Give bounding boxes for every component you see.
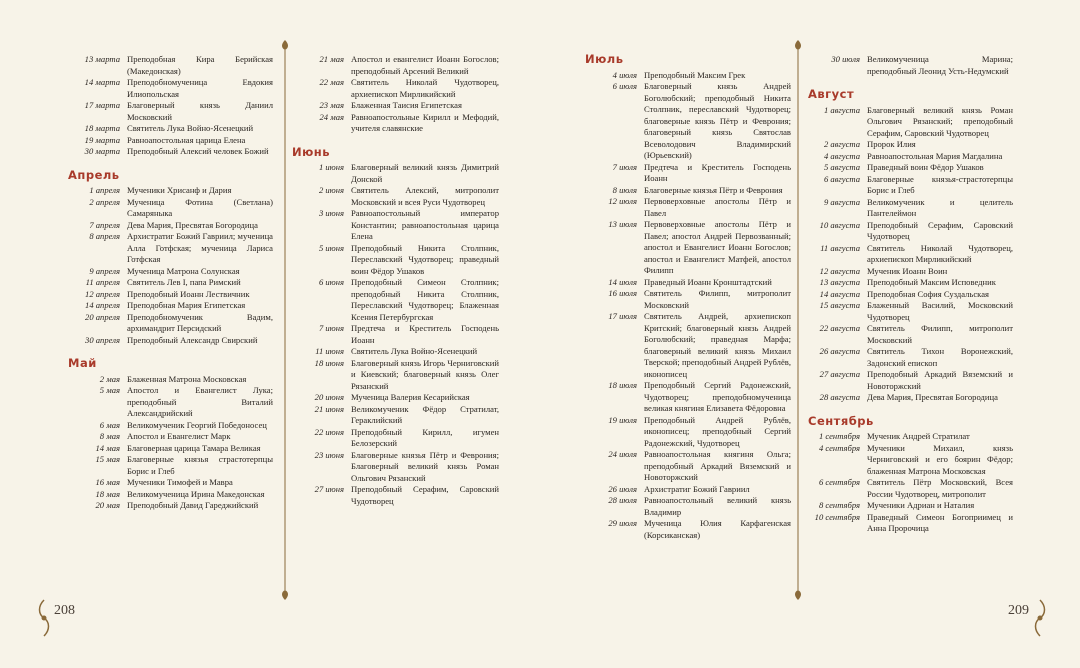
entry-saints: Преподобный Максим Грек (644, 69, 746, 80)
entry-saints: Преподобный Иоанн Лествичник (127, 288, 250, 299)
entry-saints: Блаженная Таисия Египетская (351, 100, 462, 110)
calendar-entry (808, 162, 1013, 174)
entry-saints: Преподобный Аркадий Вяземский и Новоторжский (867, 369, 1013, 391)
entry-saints: Апостол и Евангелист Лука; преподобный Виталий Александрийский (127, 385, 273, 418)
calendar-entry (808, 220, 1013, 243)
calendar-entry (68, 123, 273, 135)
calendar-entry (585, 70, 791, 82)
entry-saints: Преподобный Давид Гареджийский (127, 500, 259, 510)
entry-saints: Благоверный князь Игорь Черниговский и Киевский; благоверный князь Олег Рязанский (351, 357, 499, 391)
entry-saints: Праведный Симеон Богоприимец и Анна Пророчица (867, 511, 1013, 533)
entry-date: 19 марта (84, 134, 120, 145)
entry-saints: Великомученица Ирина Македонская (127, 488, 265, 499)
entry-saints: Преподобный Алексий человек Божий (127, 146, 269, 156)
entry-saints: Мученики Тимофей и Мавра (127, 477, 233, 487)
entry-date: 12 августа (819, 265, 860, 276)
calendar-entry (808, 277, 1013, 289)
entry-saints: Архистратиг Божий Гавриил (644, 483, 750, 494)
calendar-entry (292, 484, 499, 507)
entry-date: 2 августа (823, 139, 860, 149)
entry-date: 26 августа (819, 346, 860, 356)
entry-date: 2 апреля (89, 196, 120, 207)
entry-date: 6 августа (823, 173, 860, 184)
entry-date: 18 июня (314, 357, 344, 368)
entry-date: 28 августа (819, 392, 860, 402)
entry-saints: Блаженный Василий, Московский Чудотворец (867, 300, 1013, 322)
entry-date: 7 апреля (89, 219, 120, 230)
entry-saints: Благоверный князь Андрей Боголюбский; преподобный Никита Столпник, переславский Чудотворец; благоверные князь Пётр и Феврония; благоверный князь Святослав Всеволодович Владимирский (Юрьевский) (644, 81, 791, 160)
calendar-entry (68, 100, 273, 123)
entry-date: 11 июня (315, 346, 344, 356)
calendar-entry (292, 358, 499, 393)
entry-date: 21 июня (314, 403, 344, 414)
calendar-entry (808, 300, 1013, 323)
entry-saints: Святитель Андрей, архиепископ Критский; благоверный князь Андрей Боголюбский; праведная Марфа; благоверный великий князь Михаил Тверской; преподобный Андрей Рублёв, иконописец (644, 311, 791, 379)
calendar-entry (68, 197, 273, 220)
entry-saints: Святитель Лука Войно-Ясенецкий (351, 346, 478, 356)
entry-date: 15 мая (95, 454, 120, 464)
entry-saints: Архистратиг Божий Гавриил; мученица Алла Готфская; мученица Лариса Готфская (127, 231, 273, 264)
entry-date: 10 августа (819, 219, 860, 230)
entry-saints: Блаженная Матрона Московская (127, 373, 247, 384)
calendar-entry (585, 449, 791, 484)
month-heading: Июль (585, 52, 624, 66)
entry-saints: Равноапостольная княгиня Ольга; преподобный Аркадий Вяземский и Новоторжский (644, 449, 791, 482)
entry-date: 18 марта (84, 123, 120, 133)
entry-saints: Мученица Юлия Карфагенская (Корсиканская) (644, 518, 791, 540)
entry-date: 6 сентября (818, 477, 860, 487)
calendar-entry (808, 289, 1013, 301)
entry-date: 27 августа (819, 369, 860, 379)
entry-saints: Преподобный Александр Свирский (127, 334, 258, 345)
entry-date: 8 июля (612, 184, 637, 195)
entry-saints: Святитель Пётр Московский, Всея России Чудотворец, митрополит (867, 477, 1013, 499)
entry-date: 6 июня (318, 277, 344, 287)
calendar-entry (68, 500, 273, 512)
entry-saints: Праведный воин Фёдор Ушаков (867, 162, 984, 172)
entry-saints: Дева Мария, Пресвятая Богородица (867, 392, 998, 402)
entry-date: 24 мая (319, 111, 344, 122)
entry-saints: Благоверный князь Даниил Московский (127, 100, 273, 122)
calendar-entry (68, 54, 273, 77)
calendar-entry (808, 500, 1013, 512)
calendar-entry (68, 185, 273, 197)
calendar-entry (68, 477, 273, 489)
calendar-entry (585, 277, 791, 289)
corner-ornament-left (34, 598, 54, 638)
month-heading: Июнь (292, 144, 331, 159)
entry-date: 28 июля (608, 495, 637, 505)
entry-date: 5 августа (823, 162, 860, 172)
entry-saints: Благоверный великий князь Димитрий Донской (351, 162, 499, 184)
calendar-entry (585, 288, 791, 311)
entry-date: 17 марта (84, 100, 120, 110)
calendar-entry (808, 139, 1013, 151)
entry-date: 30 марта (84, 146, 120, 156)
entry-saints: Преподобная Кира Берийская (Македонская) (127, 54, 273, 76)
calendar-entry (292, 323, 499, 346)
calendar-entry (68, 312, 273, 335)
entry-saints: Равноапостольная Мария Магдалина (867, 150, 1003, 161)
calendar-entry (585, 484, 791, 496)
calendar-entry (808, 477, 1013, 500)
entry-date: 15 августа (819, 300, 860, 310)
entry-saints: Святитель Филипп, митрополит Московский (867, 323, 1013, 345)
entry-date: 10 сентября (814, 511, 860, 522)
month-heading: Май (68, 356, 97, 370)
calendar-entry (808, 54, 1013, 77)
entry-date: 6 июля (612, 81, 637, 91)
entry-saints: Благоверный великий князь Роман Ольгович Рязанский; преподобный Серафим, Саровский Чудотворец (867, 104, 1013, 138)
entry-saints: Святитель Лев I, папа Римский (127, 277, 241, 287)
entry-saints: Преподобный Сергий Радонежский, Чудотворец; преподобномученица великая княгиня Елизавета Фёдоровна (644, 380, 791, 413)
entry-date: 23 мая (319, 100, 344, 110)
entry-date: 20 июня (314, 392, 344, 402)
calendar-entry (808, 105, 1013, 140)
calendar-entry (68, 431, 273, 443)
entry-saints: Святитель Тихон Воронежский, Задонский епископ (867, 346, 1013, 368)
entry-saints: Равноапостольный император Константин; равноапостольная царица Елена (351, 208, 499, 241)
entry-date: 9 августа (823, 196, 860, 207)
entry-saints: Преподобный Максим Исповедник (867, 277, 996, 287)
calendar-entry (292, 112, 499, 135)
entry-saints: Благоверные князья Пётр и Феврония; Благоверный великий князь Роман Ольгович Рязанский (351, 449, 499, 483)
entry-saints: Благоверная царица Тамара Великая (127, 442, 261, 453)
calendar-entry (808, 369, 1013, 392)
calendar-entry (68, 77, 273, 100)
entry-date: 11 августа (820, 242, 860, 253)
entry-date: 12 апреля (85, 288, 120, 299)
entry-date: 3 июня (318, 208, 344, 218)
corner-ornament-right (1030, 598, 1050, 638)
entry-saints: Мученица Валерия Кесарийская (351, 392, 470, 402)
left-column-2 (292, 54, 499, 507)
calendar-entry (808, 197, 1013, 220)
entry-date: 16 июля (608, 288, 637, 298)
right-column-1 (585, 54, 791, 541)
entry-saints: Праведный Иоанн Кронштадтский (644, 276, 772, 287)
entry-date: 14 апреля (85, 300, 120, 310)
entry-date: 13 июля (608, 219, 637, 229)
entry-saints: Великомученик Фёдор Стратилат, Гераклийский (351, 403, 499, 425)
calendar-entry (292, 243, 499, 278)
entry-date: 4 сентября (818, 442, 860, 453)
entry-saints: Благоверные князья страстотерпцы Борис и Глеб (127, 454, 273, 476)
calendar-entry (68, 277, 273, 289)
entry-saints: Святитель Николай Чудотворец, архиепископ Мирликийский (867, 242, 1013, 264)
calendar-entry (585, 415, 791, 450)
entry-saints: Мученица Фотина (Светлана) Самаряныка (127, 196, 273, 218)
calendar-entry (585, 196, 791, 219)
entry-date: 14 августа (819, 288, 860, 299)
entry-saints: Мученик Андрей Стратилат (867, 431, 970, 441)
entry-saints: Первоверховные апостолы Пётр и Павел; апостол Андрей Первозванный; апостол и Евангелист Иоанн Богослов; апостол и Евангелист Матфей, апостол Филипп (644, 219, 791, 275)
entry-saints: Преподобный Серафим, Саровский Чудотворец (867, 219, 1013, 241)
divider-ornament (792, 40, 804, 600)
calendar-entry (585, 219, 791, 277)
entry-date: 5 мая (99, 385, 120, 395)
entry-date: 4 августа (823, 150, 860, 161)
entry-saints: Преподобномученик Вадим, архимандрит Персидский (127, 311, 273, 333)
entry-saints: Предтеча и Креститель Господень Иоанн (351, 323, 499, 345)
entry-saints: Преподобный Андрей Рублёв, иконописец; преподобный Сергий Радонежский, Чудотворец (644, 414, 791, 448)
entry-saints: Мученики Хрисанф и Дария (127, 185, 232, 195)
entry-saints: Равноапостольный великий князь Владимир (644, 495, 791, 517)
entry-saints: Преподобный Кирилл, игумен Белозерский (351, 426, 499, 448)
calendar-entry (585, 495, 791, 518)
calendar-entry (585, 81, 791, 162)
entry-saints: Апостол и евангелист Иоанн Богослов; преподобный Арсений Великий (351, 54, 499, 76)
calendar-entry (68, 385, 273, 420)
calendar-entry (292, 427, 499, 450)
calendar-entry (292, 100, 499, 112)
calendar-entry (68, 231, 273, 266)
calendar-entry (292, 404, 499, 427)
entry-saints: Равноапостольные Кирилл и Мефодий, учителя славянские (351, 111, 499, 133)
entry-date: 14 марта (84, 77, 120, 87)
entry-date: 2 мая (99, 373, 120, 384)
entry-saints: Мученики Адриан и Наталия (867, 500, 975, 510)
entry-saints: Святитель Лука Войно-Ясенецкий (127, 123, 254, 133)
calendar-entry (68, 374, 273, 386)
entry-date: 13 августа (819, 277, 860, 287)
entry-date: 27 июня (314, 484, 344, 494)
right-column-2 (808, 54, 1013, 535)
calendar-entry (292, 185, 499, 208)
calendar-entry (68, 420, 273, 432)
entry-saints: Святитель Николай Чудотворец, архиепископ Мирликийский (351, 77, 499, 99)
calendar-entry (68, 454, 273, 477)
entry-saints: Великомученик и целитель Пантелеймон (867, 196, 1013, 218)
entry-date: 24 июля (608, 449, 637, 459)
entry-date: 22 мая (319, 77, 344, 87)
entry-date: 9 апреля (89, 265, 120, 276)
entry-date: 8 сентября (818, 500, 860, 510)
calendar-entry (68, 266, 273, 278)
entry-date: 4 июля (612, 69, 637, 80)
calendar-entry (292, 450, 499, 485)
entry-saints: Преподобная София Суздальская (867, 288, 989, 299)
entry-date: 19 июля (608, 414, 637, 425)
entry-date: 30 июля (831, 54, 860, 64)
calendar-entry (68, 220, 273, 232)
calendar-entry (585, 311, 791, 380)
entry-saints: Мученики Михаил, князь Черниговский и его боярин Фёдор; блаженная Матрона Московская (867, 442, 1013, 476)
entry-date: 20 мая (95, 500, 120, 510)
entry-date: 17 июля (608, 311, 637, 321)
calendar-entry (585, 380, 791, 415)
entry-saints: Святитель Алексий, митрополит Московский и всея Руси Чудотворец (351, 185, 499, 207)
entry-saints: Дева Мария, Пресвятая Богородица (127, 219, 258, 230)
calendar-entry (68, 135, 273, 147)
calendar-entry (292, 162, 499, 185)
calendar-entry (808, 346, 1013, 369)
entry-date: 2 июня (318, 185, 344, 195)
entry-date: 1 апреля (89, 185, 120, 195)
calendar-entry (808, 174, 1013, 197)
calendar-entry (585, 185, 791, 197)
entry-date: 8 мая (99, 431, 120, 441)
entry-date: 29 июля (608, 518, 637, 528)
entry-saints: Преподобный Серафим, Саровский Чудотворец (351, 484, 499, 506)
month-heading: Август (808, 87, 855, 101)
entry-date: 8 апреля (89, 231, 120, 241)
calendar-entry (585, 518, 791, 541)
entry-saints: Великомученица Марина; преподобный Леонид Усть-Недумский (867, 54, 1013, 76)
entry-saints: Преподобная Мария Египетская (127, 300, 246, 310)
entry-saints: Мученик Иоанн Воин (867, 265, 948, 276)
calendar-entry (808, 512, 1013, 535)
entry-saints: Преподобный Никита Столпник, Переславский Чудотворец; праведный воин Фёдор Ушаков (351, 242, 499, 276)
calendar-entry (292, 208, 499, 243)
calendar-entry (292, 77, 499, 100)
calendar-entry (68, 443, 273, 455)
divider-ornament (279, 40, 291, 600)
calendar-entry (808, 243, 1013, 266)
entry-date: 22 августа (819, 323, 860, 333)
entry-date: 23 июня (314, 449, 344, 460)
calendar-entry (68, 300, 273, 312)
entry-saints: Благоверные князья-страстотерпцы Борис и Глеб (867, 173, 1013, 195)
entry-saints: Апостол и Евангелист Марк (127, 431, 231, 441)
entry-date: 13 марта (84, 54, 120, 64)
calendar-entry (68, 489, 273, 501)
entry-date: 30 апреля (85, 334, 120, 345)
entry-saints: Равноапостольная царица Елена (127, 134, 246, 145)
calendar-entry (808, 392, 1013, 404)
entry-saints: Мученица Матрона Солунская (127, 265, 240, 276)
entry-saints: Благоверные князья Пётр и Феврония (644, 184, 783, 195)
entry-date: 22 июня (314, 426, 344, 437)
month-heading: Сентябрь (808, 413, 874, 428)
month-heading: Апрель (68, 167, 120, 182)
entry-saints: Преподобномученица Евдокия Илиопольская (127, 77, 273, 99)
calendar-entry (808, 323, 1013, 346)
entry-date: 16 мая (95, 477, 120, 487)
entry-date: 6 мая (99, 419, 120, 430)
entry-date: 5 июня (318, 242, 344, 253)
entry-saints: Предтеча и Креститель Господень Иоанн (644, 161, 791, 183)
entry-date: 20 апреля (85, 311, 120, 322)
entry-saints: Пророк Илия (867, 139, 916, 149)
calendar-entry (292, 346, 499, 358)
calendar-entry (808, 266, 1013, 278)
calendar-entry (68, 146, 273, 158)
entry-date: 11 апреля (85, 277, 120, 287)
page-number: 208 (54, 603, 75, 618)
entry-date: 14 мая (95, 442, 120, 453)
right-page (540, 0, 1080, 668)
entry-date: 1 сентября (818, 431, 860, 441)
entry-saints: Первоверховные апостолы Пётр и Павел (644, 196, 791, 218)
calendar-entry (808, 443, 1013, 478)
calendar-entry (292, 277, 499, 323)
entry-date: 1 августа (823, 104, 860, 115)
calendar-entry (292, 54, 499, 77)
entry-date: 26 июля (608, 483, 637, 494)
entry-date: 18 июля (608, 380, 637, 390)
calendar-entry (68, 289, 273, 301)
calendar-entry (292, 392, 499, 404)
entry-date: 7 июля (612, 161, 637, 172)
entry-saints: Великомученик Георгий Победоносец (127, 419, 267, 430)
entry-saints: Святитель Филипп, митрополит Московский (644, 288, 791, 310)
calendar-entry (808, 151, 1013, 163)
calendar-entry (68, 335, 273, 347)
calendar-entry (808, 431, 1013, 443)
entry-date: 14 июля (608, 276, 637, 287)
left-column-1 (68, 54, 273, 512)
entry-date: 12 июля (608, 196, 637, 206)
page-number: 209 (1008, 603, 1029, 618)
entry-date: 7 июня (318, 323, 344, 333)
entry-date: 1 июня (318, 162, 344, 172)
calendar-entry (585, 162, 791, 185)
entry-saints: Преподобный Симеон Столпник; преподобный Никита Столпник, Переславский Чудотворец; Блаженная Ксения Петербургская (351, 277, 499, 322)
entry-date: 21 мая (319, 54, 344, 64)
entry-date: 18 мая (95, 488, 120, 499)
